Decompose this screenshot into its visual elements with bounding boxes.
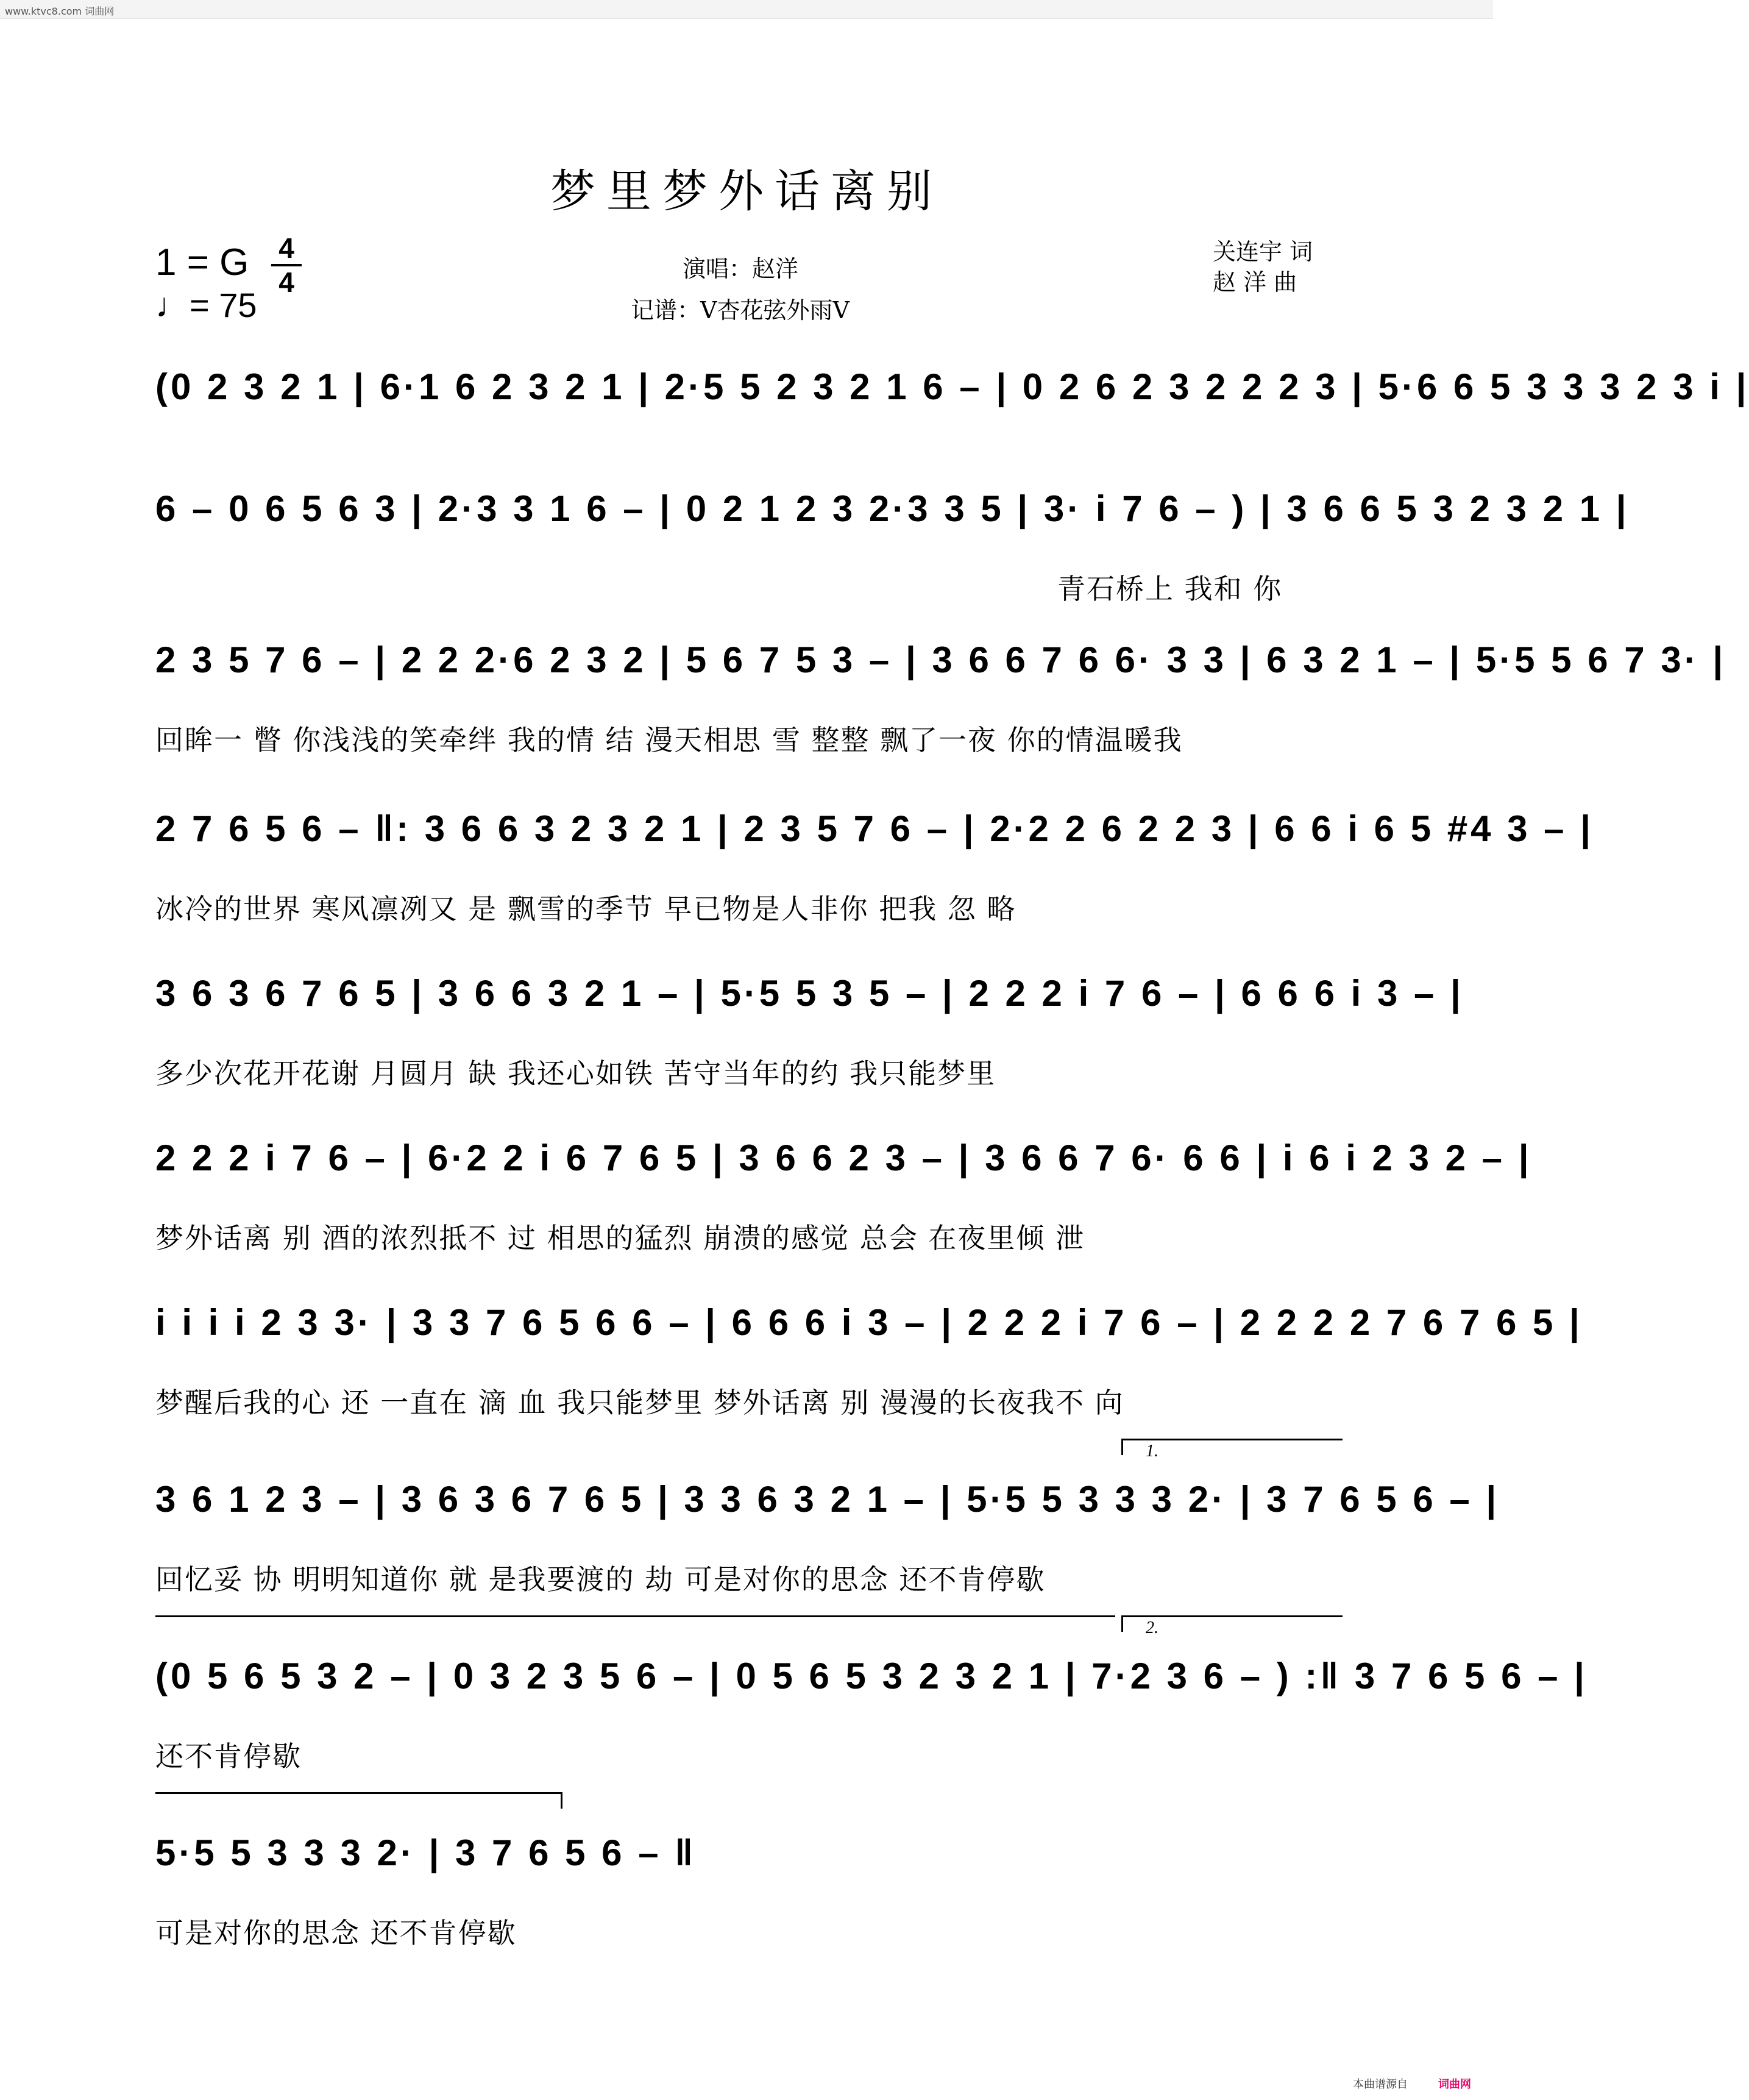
time-signature-bottom: 4: [278, 266, 294, 298]
notation: (0 5 6 5 3 2 – | 0 3 2 3 5 6 – | 0 5 6 5 3 2 3 2 1 | 7·2 3 6 – ) :‖ 3 7 6 5 6 – |: [155, 1656, 1588, 1696]
site-url[interactable]: www.ktvc8.com 词曲网: [5, 5, 115, 17]
final-bracket: [155, 1792, 562, 1809]
notation: 6 – 0 6 5 6 3 | 2·3 3 1 6 – | 0 2 1 2 3 2·3 3 5 | 3· i 7 6 – ) | 3 6 6 5 3 2 3 2 1 |: [155, 488, 1630, 529]
footer-source-label: 本曲谱源自: [1353, 2078, 1408, 2091]
time-signature-top: 4: [278, 232, 294, 264]
notation: 3 6 3 6 7 6 5 | 3 6 6 3 2 1 – | 5·5 5 3 5 – | 2 2 2 i 7 6 – | 6 6 6 i 3 – |: [155, 973, 1464, 1014]
lyrics: 还不肯停歇: [155, 1740, 302, 1773]
composer-credit: 赵 洋 曲: [1213, 269, 1297, 296]
footer-brand-logo[interactable]: 词曲网: [1438, 2078, 1471, 2091]
notation: 2 3 5 7 6 – | 2 2 2·6 2 3 2 | 5 6 7 5 3 – | 3 6 6 7 6 6· 3 3 | 6 3 2 1 – | 5·5 5 6 7 3· |: [155, 639, 1726, 680]
notation: 3 6 1 2 3 – | 3 6 3 6 7 6 5 | 3 3 6 3 2 1 – | 5·5 5 3 3 3 2· | 3 7 6 5 6 – |: [155, 1479, 1500, 1520]
notation: (0 2 3 2 1 | 6·1 6 2 3 2 1 | 2·5 5 2 3 2 1 6 – | 0 2 6 2 3 2 2 2 3 | 5·6 6 5 3 3 3 2 3 i |: [155, 366, 1749, 407]
tempo-marking: ♩= 75: [155, 286, 257, 324]
lyrics: 回忆妥 协 明明知道你 就 是我要渡的 劫 可是对你的思念 还不肯停歇: [155, 1563, 1046, 1596]
second-ending-label: 2.: [1146, 1618, 1158, 1637]
first-ending-label: 1.: [1146, 1442, 1158, 1461]
left-watermark-strip: [2, 24, 11, 2085]
lyrics: 多少次花开花谢 月圆月 缺 我还心如铁 苦守当年的约 我只能梦里: [155, 1057, 996, 1090]
time-signature: [271, 233, 302, 297]
lyrics: 梦外话离 别 酒的浓烈抵不 过 相思的猛烈 崩溃的感觉 总会 在夜里倾 泄: [155, 1222, 1085, 1255]
lyrics: 梦醒后我的心 还 一直在 滴 血 我只能梦里 梦外话离 别 漫漫的长夜我不 向: [155, 1386, 1124, 1419]
notation: 5·5 5 3 3 3 2· | 3 7 6 5 6 – ‖: [155, 1832, 697, 1873]
right-watermark-strip: [1482, 24, 1491, 2085]
lyrics: 可是对你的思念 还不肯停歇: [155, 1917, 517, 1949]
lyricist-credit: 关连宇 词: [1213, 238, 1313, 265]
notation: 2 2 2 i 7 6 – | 6·2 2 i 6 7 6 5 | 3 6 6 2 3 – | 3 6 6 7 6· 6 6 | i 6 i 2 3 2 – |: [155, 1137, 1532, 1178]
interlude-line: [155, 1615, 1115, 1617]
notation: 2 7 6 5 6 – ‖: 3 6 6 3 2 3 2 1 | 2 3 5 7 6 – | 2·2 2 6 2 2 3 | 6 6 i 6 5 #4 3 – |: [155, 808, 1594, 849]
song-title: 梦里梦外话离别: [550, 165, 943, 218]
singer-credit: 演唱：赵洋: [683, 255, 799, 282]
notation: i i i i 2 3 3· | 3 3 7 6 5 6 6 – | 6 6 6 i 3 – | 2 2 2 i 7 6 – | 2 2 2 2 7 6 7 6 5 |: [155, 1302, 1583, 1343]
transcriber-credit: 记谱：V杏花弦外雨V: [631, 297, 850, 324]
lyrics: 回眸一 瞥 你浅浅的笑牵绊 我的情 结 漫天相思 雪 整整 飘了一夜 你的情温暖我: [155, 724, 1183, 756]
lyrics: 青石桥上 我和 你: [1057, 572, 1283, 605]
lyrics: 冰冷的世界 寒风凛冽又 是 飘雪的季节 早已物是人非你 把我 忽 略: [155, 892, 1016, 925]
top-bar: [0, 0, 1493, 19]
key-signature: 1 = G: [155, 241, 249, 283]
